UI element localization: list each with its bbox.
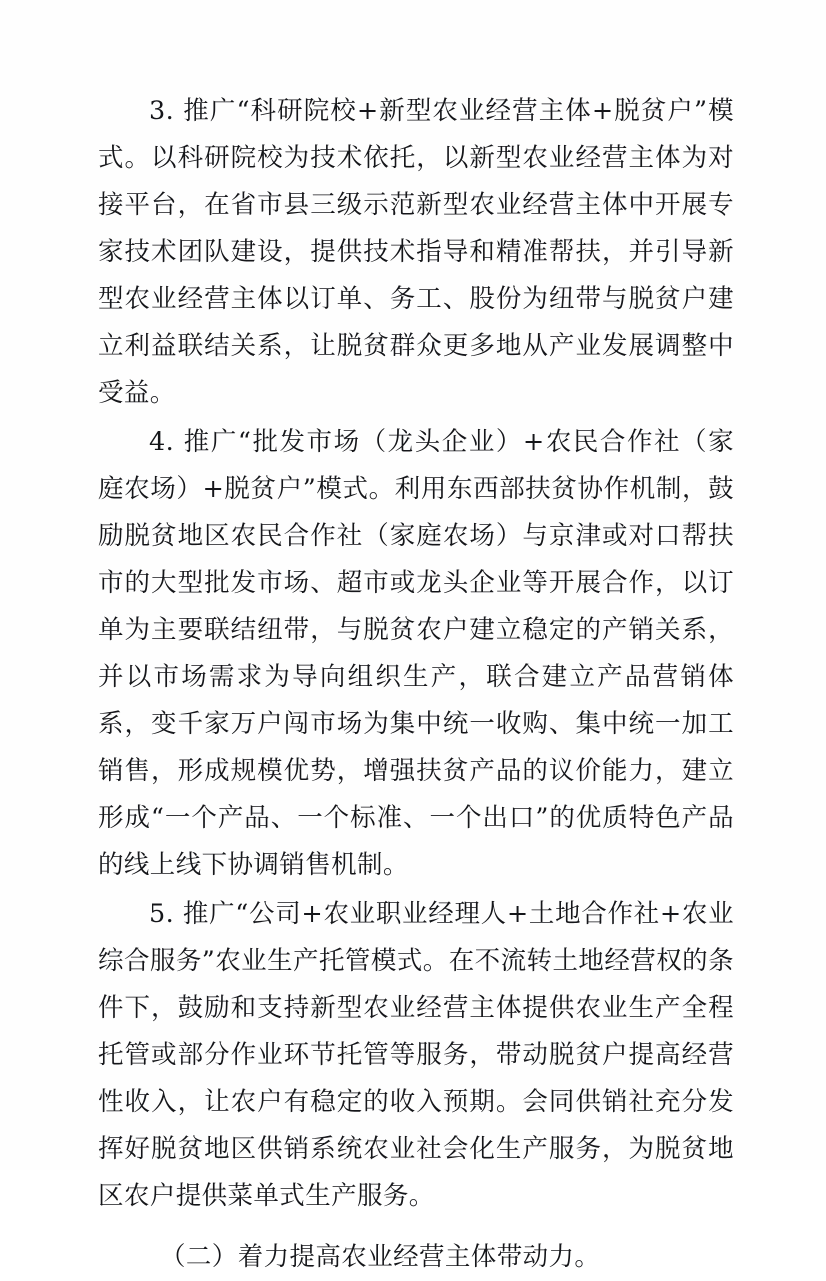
paragraph-item-3: 3. 推广“科研院校+新型农业经营主体+脱贫户”模式。以科研院校为技术依托，以新型农业经营主体为对接平台，在省市县三级示范新型农业经营主体中开展专家技术团队建设，提供技术指导和精准帮扶，并引导新型农业经营主体以订单、务工、股份为纽带与脱贫户建立利益联结关系，让脱贫群众更多地从产业发展调整中受益。 <box>98 96 734 408</box>
document-body <box>98 88 734 1281</box>
section-heading-two: （二）着力提高农业经营主体带动力。 <box>160 1242 601 1272</box>
paragraph-item-4: 4. 推广“批发市场（龙头企业）+农民合作社（家庭农场）+脱贫户”模式。利用东西部扶贫协作机制，鼓励脱贫地区农民合作社（家庭农场）与京津或对口帮扶市的大型批发市场、超市或龙头企业等开展合作，以订单为主要联结纽带，与脱贫农户建立稳定的产销关系，并以市场需求为导向组织生产，联合建立产品营销体系，变千家万户闯市场为集中统一收购、集中统一加工销售，形成规模优势，增强扶贫产品的议价能力，建立形成“一个产品、一个标准、一个出口”的优质特色产品的线上线下协调销售机制。 <box>98 427 734 880</box>
paragraph-item-5: 5. 推广“公司+农业职业经理人+土地合作社+农业综合服务”农业生产托管模式。在不流转土地经营权的条件下，鼓励和支持新型农业经营主体提供农业生产全程托管或部分作业环节托管等服务，带动脱贫户提高经营性收入，让农户有稳定的收入预期。会同供销社充分发挥好脱贫地区供销系统农业社会化生产服务，为脱贫地区农户提供菜单式生产服务。 <box>98 899 734 1211</box>
